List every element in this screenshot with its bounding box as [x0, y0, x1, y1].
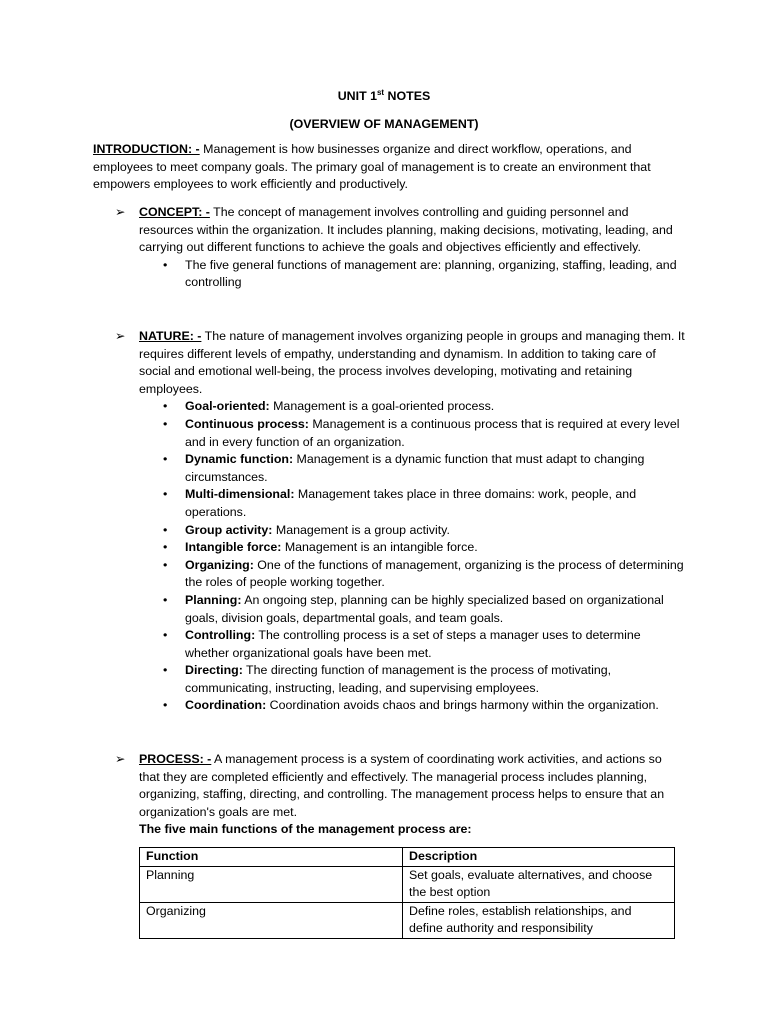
list-item	[163, 592, 685, 627]
process-section	[115, 751, 685, 939]
bullet-icon: •	[163, 592, 168, 607]
bullet-icon: •	[163, 399, 168, 414]
bullet-icon: •	[163, 698, 168, 713]
arrow-bullet-icon: ➢	[115, 752, 126, 766]
list-item-term: Intangible force:	[185, 540, 282, 555]
list-item-term: Directing:	[185, 663, 243, 678]
arrow-bullet-icon: ➢	[115, 205, 126, 219]
list-item	[163, 662, 685, 697]
nature-heading: NATURE: -	[139, 329, 202, 343]
functions-table	[139, 847, 675, 939]
list-item-desc: Coordination avoids chaos and brings harmony within the organization.	[266, 698, 659, 713]
bullet-icon: •	[163, 487, 168, 502]
list-item-desc: One of the functions of management, organizing is the process of determining the roles of people working together.	[185, 557, 684, 590]
list-item-desc: Management is an intangible force.	[281, 540, 478, 555]
list-item-term: Goal-oriented:	[185, 399, 270, 414]
nature-text: The nature of management involves organizing people in groups and managing them. It requires different levels of empathy, understanding and dynamism. In addition to taking care of social and emotional well-being, the process involves developing, motivating and retaining employees.	[139, 329, 685, 396]
unit-title: UNIT 1st NOTES	[337, 87, 431, 103]
arrow-bullet-icon: ➢	[115, 329, 126, 343]
list-item-term: Dynamic function:	[185, 452, 294, 467]
list-item	[163, 539, 685, 557]
nature-section	[115, 328, 685, 715]
table-header-row	[140, 847, 675, 866]
list-item-desc: Management is a continuous process that is required at every level and in every function of an organization.	[185, 416, 680, 449]
process-subheading: The five main functions of the management process are:	[139, 822, 472, 837]
process-paragraph	[139, 751, 685, 821]
list-item	[163, 522, 685, 540]
list-item	[163, 486, 685, 521]
table-cell: Organizing	[140, 902, 403, 938]
table-header-cell: Description	[403, 847, 675, 866]
list-item-desc: Management takes place in three domains: work, people, and operations.	[185, 487, 637, 519]
list-item-text: The five general functions of management are: planning, organizing, staffing, leading, and controlling	[185, 257, 677, 290]
bullet-icon: •	[163, 257, 168, 272]
list-item	[163, 257, 685, 292]
bullet-icon: •	[163, 557, 168, 572]
table-row	[140, 866, 675, 902]
table-row	[140, 902, 675, 938]
concept-heading: CONCEPT: -	[139, 205, 210, 219]
intro-heading: INTRODUCTION: -	[93, 142, 200, 156]
nature-paragraph	[139, 328, 685, 398]
list-item-term: Multi-dimensional:	[185, 487, 295, 502]
table-cell: Planning	[140, 866, 403, 902]
list-item-desc: Management is a goal-oriented process.	[269, 399, 495, 414]
list-item-term: Organizing:	[185, 557, 254, 572]
list-item-desc: The directing function of management is the process of motivating, communicating, instructing, leading, and supervising employees.	[185, 663, 612, 695]
concept-paragraph	[139, 204, 685, 257]
bullet-icon: •	[163, 628, 168, 643]
bullet-icon: •	[163, 452, 168, 467]
list-item	[163, 557, 685, 592]
list-item	[163, 398, 685, 416]
bullet-icon: •	[163, 522, 168, 537]
list-item-term: Planning:	[185, 592, 242, 607]
bullet-icon: •	[163, 416, 168, 431]
list-item	[163, 451, 685, 486]
table-cell: Define roles, establish relationships, and define authority and responsibility	[403, 902, 675, 938]
concept-text: The concept of management involves controlling and guiding personnel and resources within the organization. It includes planning, making decisions, motivating, leading, and carrying out different functions to achieve the goals and objectives efficiently and effectively.	[139, 205, 673, 255]
list-item	[163, 697, 685, 715]
list-item	[163, 627, 685, 662]
list-item-desc: Management is a group activity.	[272, 522, 450, 537]
bullet-icon: •	[163, 540, 168, 555]
list-item-desc: An ongoing step, planning can be highly specialized based on organizational goals, division goals, departmental goals, and team goals.	[185, 592, 664, 625]
page-subtitle: (OVERVIEW OF MANAGEMENT)	[289, 117, 479, 131]
list-item-desc: The controlling process is a set of steps a manager uses to determine whether organizational goals have been met.	[185, 628, 641, 660]
bullet-icon: •	[163, 663, 168, 678]
list-item-term: Continuous process:	[185, 416, 309, 431]
list-item-desc: Management is a dynamic function that must adapt to changing circumstances.	[185, 452, 645, 484]
table-header-cell: Function	[140, 847, 403, 866]
list-item	[163, 416, 685, 451]
process-heading: PROCESS: -	[139, 752, 212, 766]
concept-section	[115, 204, 685, 292]
list-item-term: Group activity:	[185, 522, 273, 537]
intro-paragraph	[93, 141, 693, 194]
table-cell: Set goals, evaluate alternatives, and choose the best option	[403, 866, 675, 902]
list-item-term: Coordination:	[185, 698, 267, 713]
intro-text: Management is how businesses organize and direct workflow, operations, and employees to meet company goals. The primary goal of management is to create an environment that empowers employees to work efficiently and productively.	[93, 142, 651, 192]
process-text: A management process is a system of coordinating work activities, and actions so that they are completed efficiently and effectively. The managerial process includes planning, organizing, staffing, directing, and controlling. The management process helps to ensure that an organization's goals are met.	[139, 752, 665, 819]
list-item-term: Controlling:	[185, 628, 256, 643]
